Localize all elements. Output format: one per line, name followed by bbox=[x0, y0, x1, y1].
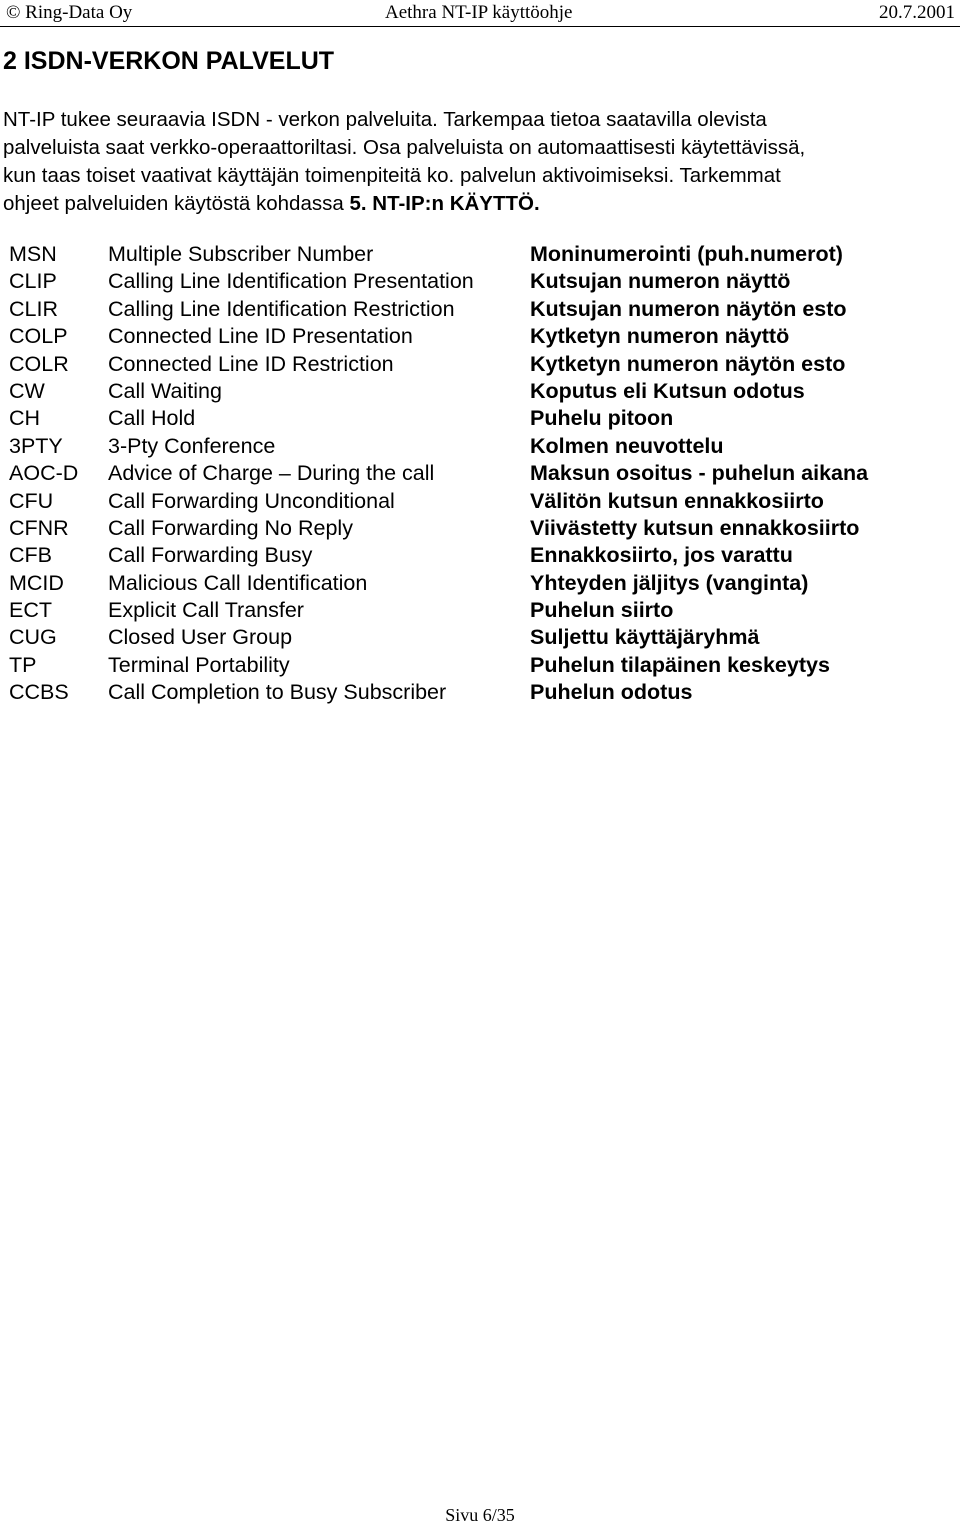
service-finnish-name: Suljettu käyttäjäryhmä bbox=[530, 625, 760, 650]
service-name: Malicious Call Identification bbox=[108, 570, 368, 595]
service-name: Calling Line Identification Restriction bbox=[108, 296, 455, 321]
service-finnish-name: Puhelun siirto bbox=[530, 598, 674, 623]
service-abbreviation: ECT bbox=[9, 598, 52, 623]
service-abbreviation: CH bbox=[9, 406, 41, 431]
service-finnish-name: Kytketyn numeron näyttö bbox=[530, 324, 790, 349]
service-finnish-name: Kolmen neuvottelu bbox=[530, 433, 724, 458]
header-date: 20.7.2001 bbox=[879, 2, 955, 23]
service-abbreviation: COLR bbox=[9, 351, 69, 376]
service-finnish-name: Koputus eli Kutsun odotus bbox=[530, 378, 805, 403]
service-name: Call Forwarding No Reply bbox=[108, 515, 353, 540]
service-abbreviation: MSN bbox=[9, 242, 57, 266]
service-name: Connected Line ID Presentation bbox=[108, 324, 413, 349]
service-finnish-name: Kutsujan numeron näyttö bbox=[530, 269, 791, 294]
intro-line: palveluista saat verkko-operaattoriltasi. Osa palveluista on automaattisesti käytettävissä, bbox=[3, 136, 806, 159]
service-finnish-name: Maksun osoitus - puhelun aikana bbox=[530, 461, 869, 486]
service-finnish-name: Ennakkosiirto, jos varattu bbox=[530, 543, 793, 568]
service-abbreviation: CLIP bbox=[9, 269, 57, 294]
chapter-reference: 5. NT-IP:n KÄYTTÖ. bbox=[349, 192, 540, 215]
service-abbreviation: TP bbox=[9, 652, 37, 677]
service-name: Call Waiting bbox=[108, 378, 222, 403]
service-abbreviation: CW bbox=[9, 378, 45, 403]
service-finnish-name: Viivästetty kutsun ennakkosiirto bbox=[530, 515, 860, 540]
service-name: Connected Line ID Restriction bbox=[108, 351, 394, 376]
intro-line: kun taas toiset vaativat käyttäjän toimenpiteitä ko. palvelun aktivoimiseksi. Tarkemmat bbox=[3, 164, 781, 187]
service-name: Closed User Group bbox=[108, 625, 293, 650]
intro-line-last bbox=[3, 190, 953, 218]
header-copyright: © Ring-Data Oy bbox=[6, 2, 133, 23]
service-abbreviation: CFNR bbox=[9, 515, 69, 540]
service-finnish-name: Puhelun tilapäinen keskeytys bbox=[530, 652, 830, 677]
intro-text: ohjeet palveluiden käytöstä kohdassa bbox=[3, 192, 350, 215]
service-finnish-name: Kutsujan numeron näytön esto bbox=[530, 296, 847, 321]
service-abbreviation: CFB bbox=[9, 543, 52, 568]
service-finnish-name: Puhelu pitoon bbox=[530, 406, 674, 431]
service-finnish-name: Välitön kutsun ennakkosiirto bbox=[530, 488, 824, 513]
service-name: Call Forwarding Unconditional bbox=[108, 488, 395, 513]
service-abbreviation: CUG bbox=[9, 625, 57, 650]
service-finnish-name: Kytketyn numeron näytön esto bbox=[530, 351, 846, 376]
service-name: Multiple Subscriber Number bbox=[108, 242, 374, 266]
service-abbreviation: MCID bbox=[9, 570, 64, 595]
service-abbreviation: COLP bbox=[9, 324, 68, 349]
service-name: Calling Line Identification Presentation bbox=[108, 269, 474, 294]
service-abbreviation: CCBS bbox=[9, 680, 69, 705]
service-abbreviation: CLIR bbox=[9, 296, 58, 321]
service-name: Call Completion to Busy Subscriber bbox=[108, 680, 447, 705]
service-name: Advice of Charge – During the call bbox=[108, 461, 435, 486]
service-name: 3-Pty Conference bbox=[108, 433, 276, 458]
header-document-title: Aethra NT-IP käyttöohje bbox=[385, 2, 573, 23]
service-name: Explicit Call Transfer bbox=[108, 598, 304, 623]
header-divider bbox=[0, 26, 960, 27]
service-finnish-name: Puhelun odotus bbox=[530, 680, 693, 705]
service-name: Call Forwarding Busy bbox=[108, 543, 313, 568]
intro-line: NT-IP tukee seuraavia ISDN - verkon palveluita. Tarkempaa tietoa saatavilla olevista bbox=[3, 108, 767, 131]
service-finnish-name: Yhteyden jäljitys (vanginta) bbox=[530, 570, 809, 595]
service-abbreviation: AOC-D bbox=[9, 461, 79, 486]
page-header bbox=[0, 0, 960, 28]
service-name: Call Hold bbox=[108, 406, 196, 431]
page-number: Sivu 6/35 bbox=[445, 1505, 515, 1525]
service-abbreviation: 3PTY bbox=[9, 433, 63, 458]
section-title: 2 ISDN-VERKON PALVELUT bbox=[3, 47, 335, 75]
intro-paragraph bbox=[3, 106, 953, 218]
service-finnish-name: Moninumerointi (puh.numerot) bbox=[530, 242, 843, 266]
service-abbreviation: CFU bbox=[9, 488, 54, 513]
service-name: Terminal Portability bbox=[108, 652, 290, 677]
